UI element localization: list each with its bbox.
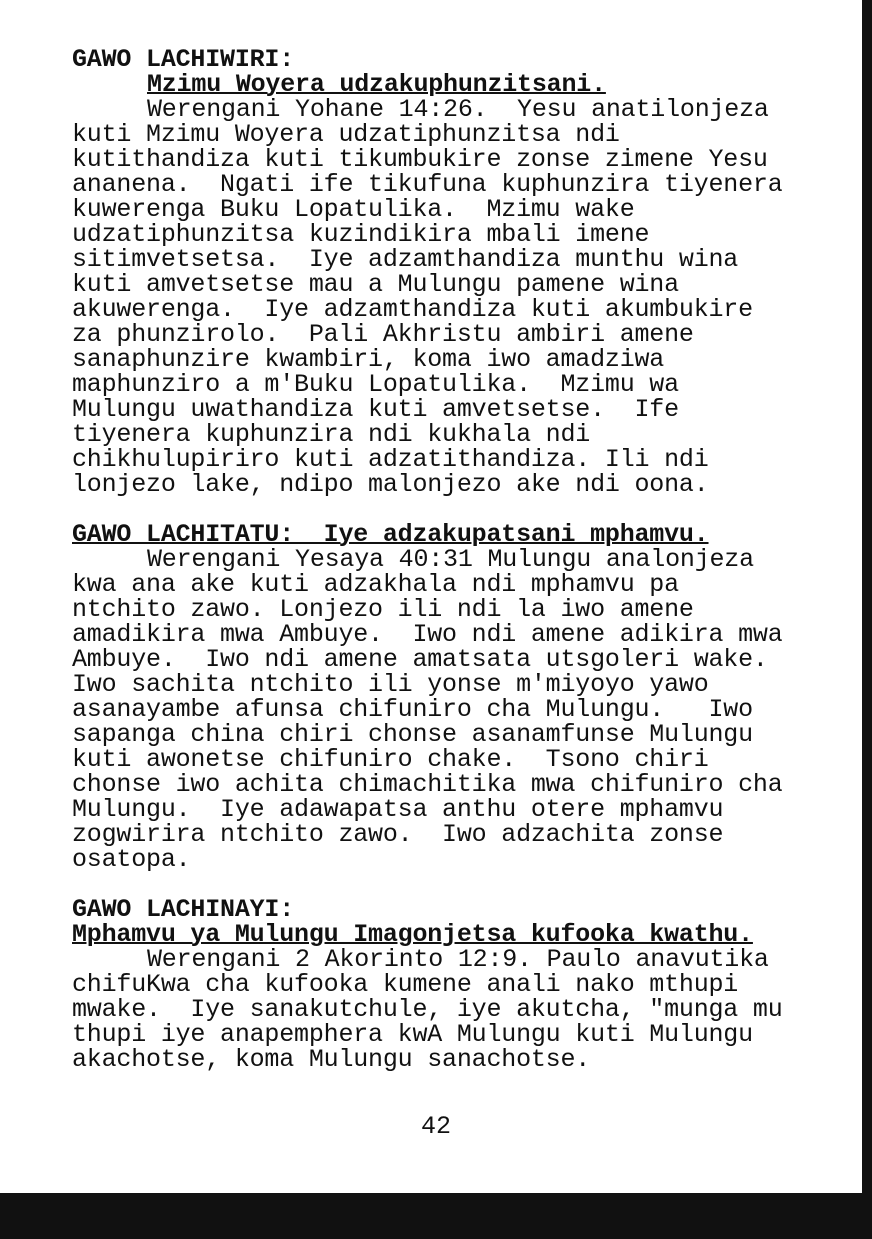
text-line: Werengani Yesaya 40:31 Mulungu analonjeza	[147, 545, 754, 574]
text-line: maphunziro a m'Buku Lopatulika. Mzimu wa	[72, 370, 679, 399]
text-line: chonse iwo achita chimachitika mwa chifuniro cha	[72, 770, 783, 799]
page-body	[72, 47, 852, 1072]
text-line: kuwerenga Buku Lopatulika. Mzimu wake	[72, 195, 635, 224]
text-line: mwake. Iye sanakutchule, iye akutcha, "munga mu	[72, 995, 783, 1024]
text-line: Werengani Yohane 14:26. Yesu anatilonjeza	[147, 95, 769, 124]
section-text	[72, 547, 852, 872]
scan-border-bottom	[0, 1193, 872, 1239]
text-line: lonjezo lake, ndipo malonjezo ake ndi oona.	[72, 470, 709, 499]
text-line: kuti Mzimu Woyera udzatiphunzitsa ndi	[72, 120, 620, 149]
text-line: kuti amvetsetse mau a Mulungu pamene wina	[72, 270, 679, 299]
section-text	[72, 947, 852, 1072]
text-line: Mulungu. Iye adawapatsa anthu otere mphamvu	[72, 795, 724, 824]
scan-border-right	[862, 0, 872, 1239]
text-line: Ambuye. Iwo ndi amene amatsata utsgoleri wake.	[72, 645, 768, 674]
text-line: tiyenera kuphunzira ndi kukhala ndi	[72, 420, 591, 449]
text-line: asanayambe afunsa chifuniro cha Mulungu. Iwo	[72, 695, 753, 724]
text-line: akachotse, koma Mulungu sanachotse.	[72, 1045, 591, 1074]
section-subheading: Mzimu Woyera udzakuphunzitsani.	[147, 70, 606, 99]
text-line: Iwo sachita ntchito ili yonse m'miyoyo yawo	[72, 670, 709, 699]
text-line: sapanga china chiri chonse asanamfunse Mulungu	[72, 720, 753, 749]
text-line: osatopa.	[72, 845, 191, 874]
section-2	[72, 47, 852, 497]
text-line: Mulungu uwathandiza kuti amvetsetse. Ife	[72, 395, 679, 424]
page-number: 42	[420, 1112, 451, 1141]
text-line: kwa ana ake kuti adzakhala ndi mphamvu pa	[72, 570, 679, 599]
text-line: chikhulupiriro kuti adzatithandiza. Ili ndi	[72, 445, 709, 474]
text-line: chifuKwa cha kufooka kumene anali nako mthupi	[72, 970, 739, 999]
text-line: ntchito zawo. Lonjezo ili ndi la iwo amene	[72, 595, 694, 624]
text-line: za phunzirolo. Pali Akhristu ambiri amene	[72, 320, 694, 349]
text-line: udzatiphunzitsa kuzindikira mbali imene	[72, 220, 650, 249]
text-line: sanaphunzire kwambiri, koma iwo amadziwa	[72, 345, 665, 374]
text-line: sitimvetsetsa. Iye adzamthandiza munthu wina	[72, 245, 739, 274]
text-line: kuti awonetse chifuniro chake. Tsono chiri	[72, 745, 709, 774]
section-subheading: Mphamvu ya Mulungu Imagonjetsa kufooka kwathu.	[72, 920, 753, 949]
text-line: ananena. Ngati ife tikufuna kuphunzira tiyenera	[72, 170, 783, 199]
text-line: zogwirira ntchito zawo. Iwo adzachita zonse	[72, 820, 724, 849]
text-line: akuwerenga. Iye adzamthandiza kuti akumbukire	[72, 295, 753, 324]
text-line: Werengani 2 Akorinto 12:9. Paulo anavutika	[147, 945, 769, 974]
section-heading: GAWO LACHINAYI:	[72, 895, 295, 924]
section-4	[72, 897, 852, 1072]
text-line: amadikira mwa Ambuye. Iwo ndi amene adikira mwa	[72, 620, 783, 649]
section-3	[72, 522, 852, 872]
section-text	[72, 97, 852, 497]
text-line: kutithandiza kuti tikumbukire zonse zimene Yesu	[72, 145, 768, 174]
section-heading: GAWO LACHIWIRI:	[72, 45, 295, 74]
text-line: thupi iye anapemphera kwA Mulungu kuti Mulungu	[72, 1020, 753, 1049]
section-heading: GAWO LACHITATU: Iye adzakupatsani mphamvu.	[72, 520, 709, 549]
